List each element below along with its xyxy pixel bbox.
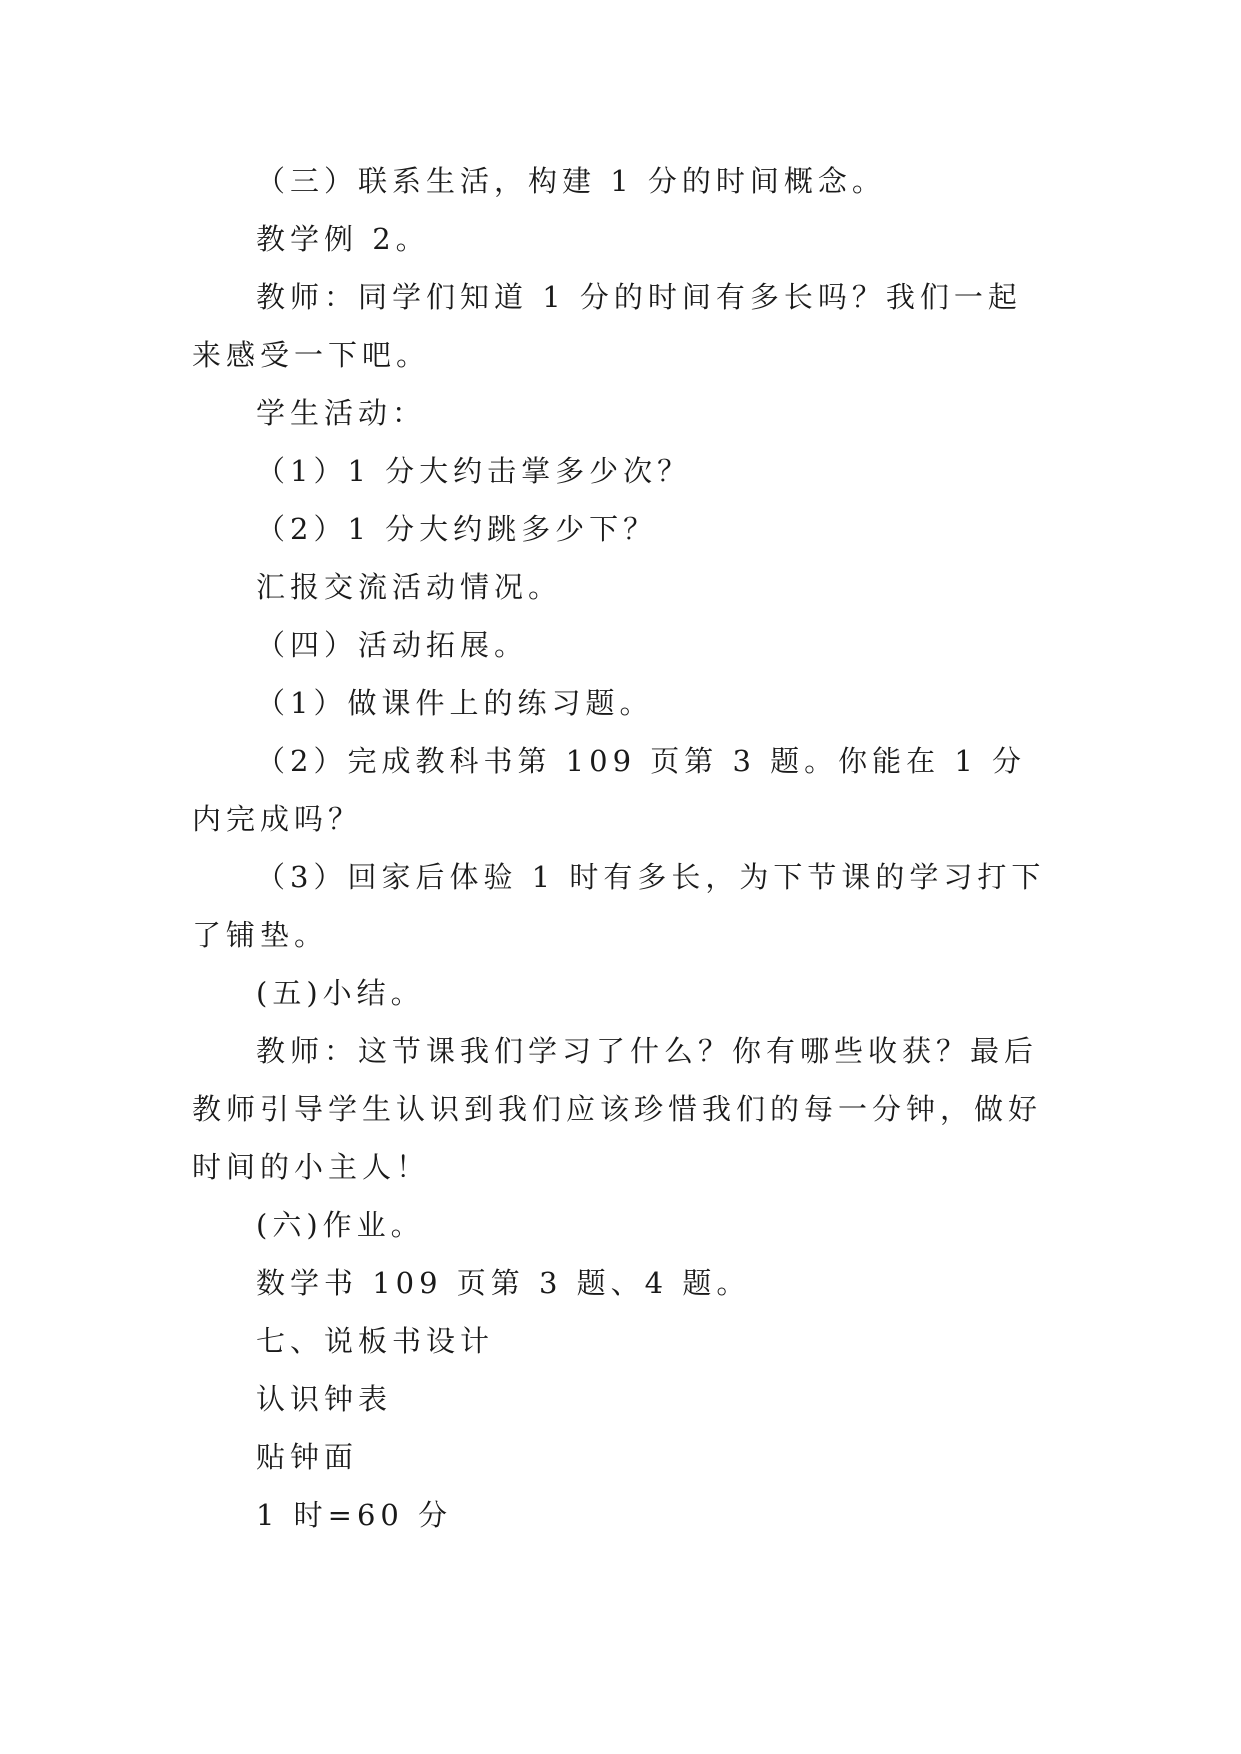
list-item-extension-3: （3）回家后体验 1 时有多长，为下节课的学习打下了铺垫。	[192, 860, 1046, 952]
section-heading-five: (五)小结。	[256, 976, 425, 1010]
list-item-extension-1: （1）做课件上的练习题。	[256, 686, 654, 720]
section-heading-six: (六)作业。	[256, 1208, 425, 1242]
document-body	[192, 152, 1052, 1544]
board-item-equation: 1 时=60 分	[256, 1498, 453, 1532]
board-item-clock-face: 贴钟面	[256, 1440, 359, 1474]
section-heading-seven: 七、说板书设计	[256, 1324, 495, 1358]
section-heading-four: （四）活动拓展。	[256, 628, 529, 662]
paragraph-student-activity: 学生活动：	[256, 396, 427, 430]
section-heading-three: （三）联系生活，构建 1 分的时间概念。	[256, 164, 886, 198]
paragraph-summary: 教师：这节课我们学习了什么？你有哪些收获？最后教师引导学生认识到我们应该珍惜我们的每一分钟，做好时间的小主人！	[192, 1034, 1043, 1184]
list-item-extension-2: （2）完成教科书第 109 页第 3 题。你能在 1 分内完成吗？	[192, 744, 1027, 836]
paragraph-report: 汇报交流活动情况。	[256, 570, 563, 604]
list-item-activity-1: （1）1 分大约击掌多少次？	[256, 454, 692, 488]
paragraph-example: 教学例 2。	[256, 222, 430, 256]
paragraph-teacher-question: 教师：同学们知道 1 分的时间有多长吗？我们一起来感受一下吧。	[192, 280, 1022, 372]
list-item-activity-2: （2）1 分大约跳多少下？	[256, 512, 658, 546]
paragraph-homework: 数学书 109 页第 3 题、4 题。	[256, 1266, 751, 1300]
board-item-title: 认识钟表	[256, 1382, 393, 1416]
